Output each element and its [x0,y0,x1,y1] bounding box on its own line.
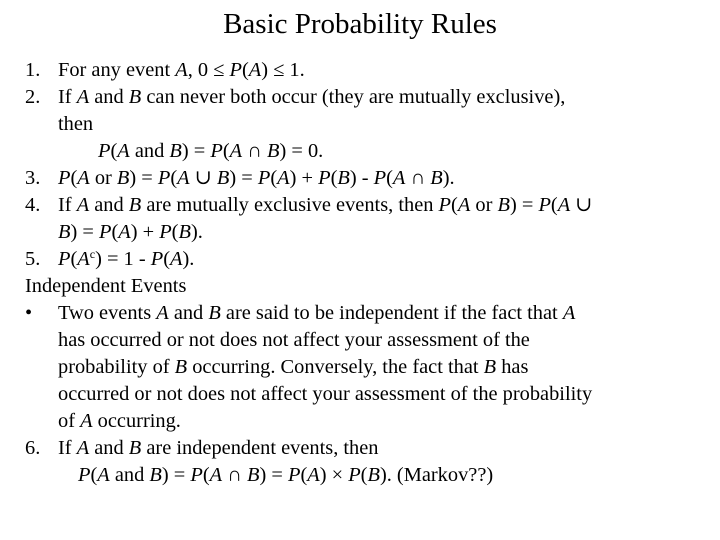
rule-2-continuation: then [58,113,94,135]
bullet-icon: • [25,302,33,324]
rule-number: 3. [25,167,41,189]
rule-number: 1. [25,59,41,81]
rule-6-formula: P(A and B) = P(A ∩ B) = P(A) × P(B). (Markov??) [78,464,494,486]
rule-3 [25,165,705,192]
rule-text: For any event A, 0 ≤ P(A) ≤ 1. [58,59,305,81]
rule-4-continuation: B) = P(A) + P(B). [58,221,203,243]
rule-text-line: $P(A^c) = 1 - P(A)$. [58,247,195,270]
bullet-text-line: occurred or not does not affect your assessment of the probability [58,383,593,405]
rule-text-line: If A and B are mutually exclusive events, then P(A or B) = P(A ∪ [58,194,593,216]
rule-text-line: P(A or B) = P(A ∪ B) = P(A) + P(B) - P(A ∩ B). [58,167,455,189]
rule-text-line: If A and B can never both occur (they are mutually exclusive), [58,86,566,108]
rule-number: 2. [25,86,41,108]
rule-number: 4. [25,194,41,216]
bullet-text-line: probability of B occurring. Conversely, the fact that B has [58,356,529,378]
rule-number: 5. [25,248,41,270]
rule-6 [25,435,705,462]
rule-5 [25,246,705,273]
independent-bullet [25,300,705,327]
rule-text-line: If A and B are independent events, then [58,437,379,459]
bullet-text-line: Two events A and B are said to be independent if the fact that A [58,302,576,324]
rule-2-formula: P(A and B) = P(A ∩ B) = 0. [98,140,324,162]
rule-1 [25,57,705,84]
rule-4 [25,192,705,219]
rule-number: 6. [25,437,41,459]
bullet-text-line: has occurred or not does not affect your assessment of the [58,329,530,351]
bullet-text-line: of A occurring. [58,410,181,432]
rules-list [25,57,705,489]
section-heading: Independent Events [25,275,187,297]
rule-2 [25,84,705,111]
slide-title: Basic Probability Rules [223,8,497,40]
